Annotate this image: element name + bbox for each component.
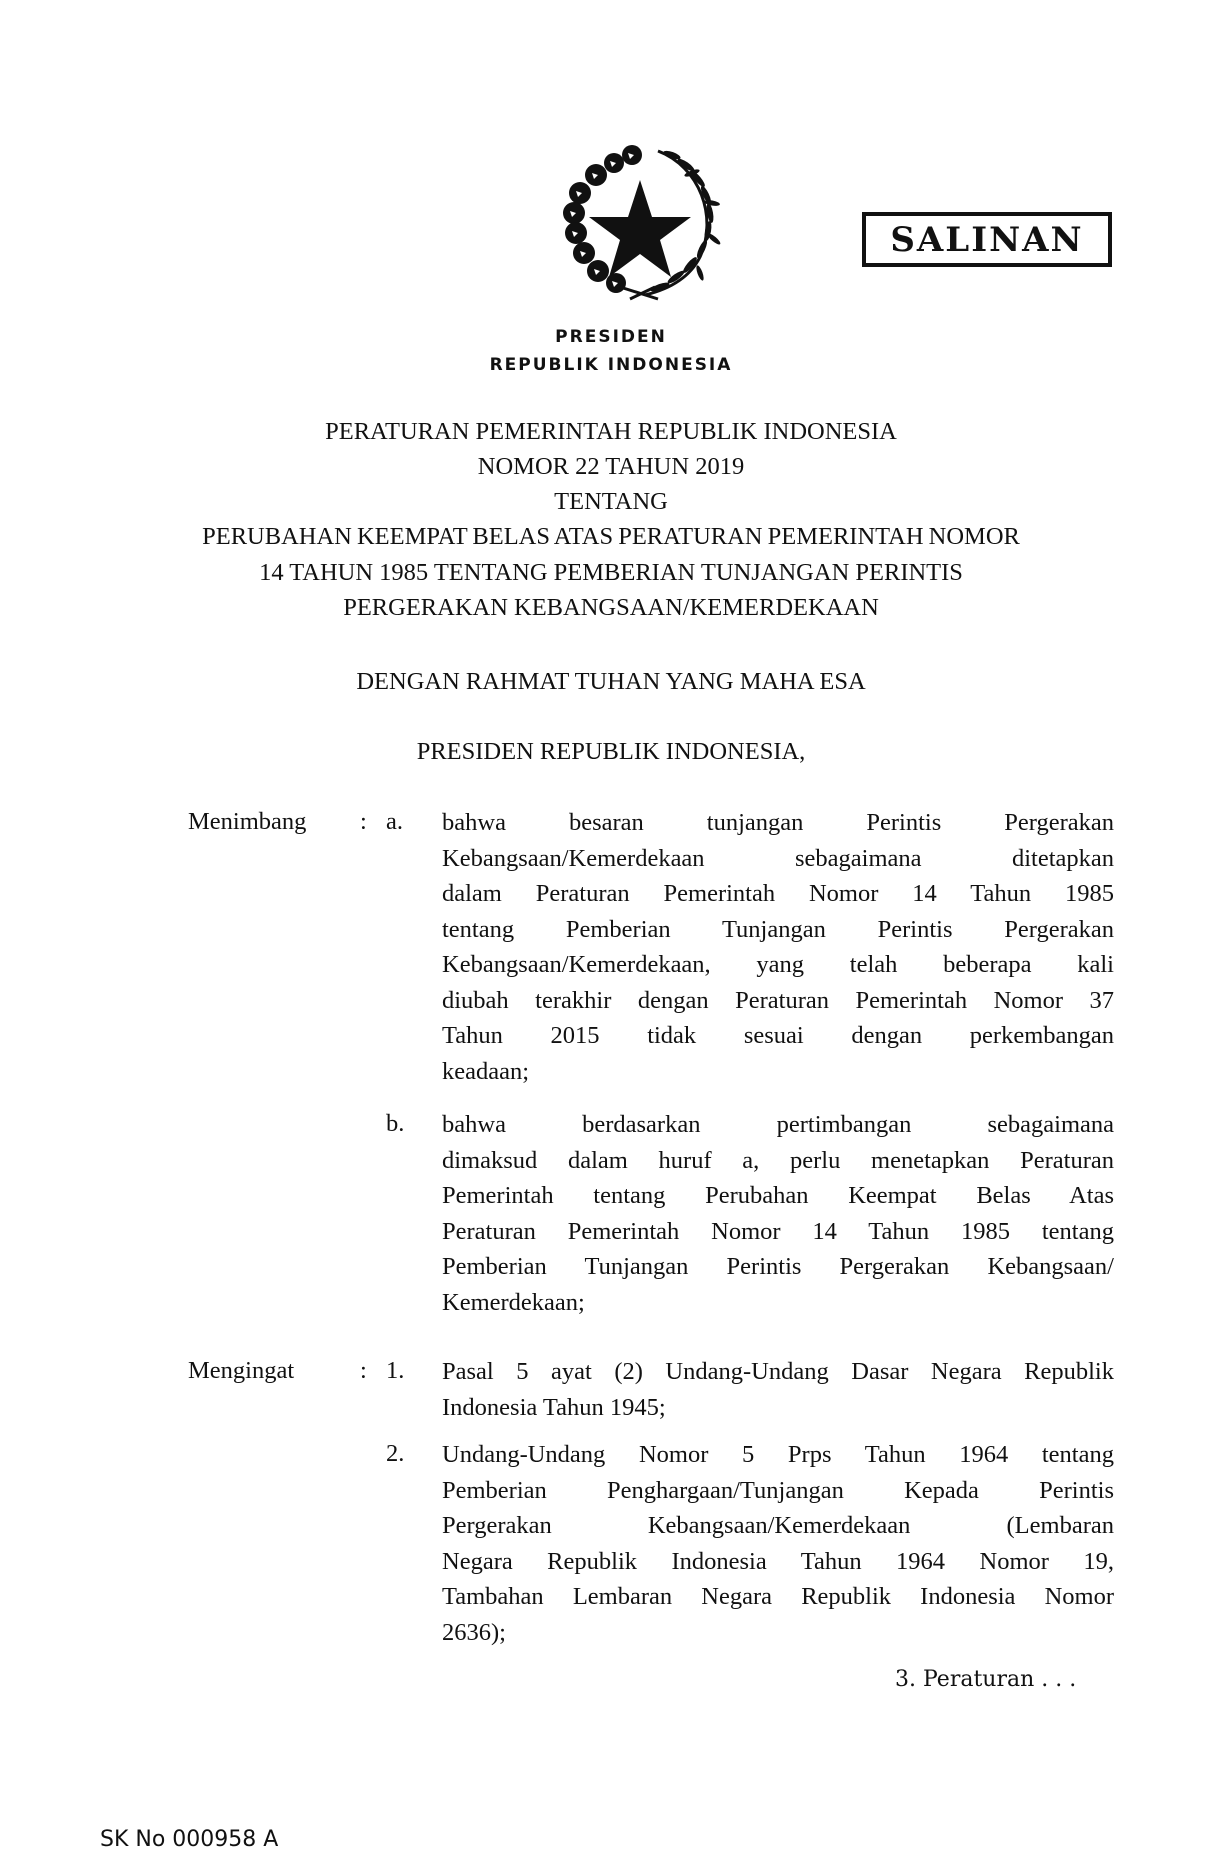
text-line: Pemberian Penghargaan/Tunjangan Kepada Perintis bbox=[442, 1476, 1114, 1504]
text-line: Peraturan Pemerintah Nomor 14 Tahun 1985 tentang bbox=[442, 1217, 1114, 1245]
title-line-3: TENTANG bbox=[554, 488, 668, 515]
text-line: dimaksud dalam huruf a, perlu menetapkan Peraturan bbox=[442, 1146, 1114, 1174]
mengingat-colon: : bbox=[360, 1357, 367, 1384]
text-line: 2636); bbox=[442, 1618, 506, 1646]
text-line: Tahun 2015 tidak sesuai dengan perkembangan bbox=[442, 1022, 1114, 1049]
menimbang-colon: : bbox=[360, 808, 367, 835]
text-line: keadaan; bbox=[442, 1057, 530, 1085]
salinan-stamp bbox=[862, 212, 1112, 267]
menimbang-b-text bbox=[442, 1107, 1114, 1320]
menimbang-label: Menimbang bbox=[188, 808, 307, 835]
text-line: dalam Peraturan Pemerintah Nomor 14 Tahun 1985 bbox=[442, 880, 1114, 907]
text-line: diubah terakhir dengan Peraturan Pemerintah Nomor 37 bbox=[442, 986, 1114, 1014]
text-line: bahwa besaran tunjangan Perintis Pergerakan bbox=[442, 809, 1114, 836]
menimbang-a-marker: a. bbox=[386, 808, 403, 835]
text-line: tentang Pemberian Tunjangan Perintis Pergerakan bbox=[442, 915, 1114, 943]
text-line: Pemerintah tentang Perubahan Keempat Belas Atas bbox=[442, 1182, 1114, 1209]
title-line-6: PERGERAKAN KEBANGSAAN/KEMERDEKAAN bbox=[343, 594, 879, 621]
letterhead-presiden: PRESIDEN bbox=[555, 327, 667, 347]
text-line: Pergerakan Kebangsaan/Kemerdekaan (Lembaran bbox=[442, 1512, 1114, 1539]
text-line: bahwa berdasarkan pertimbangan sebagaimana bbox=[442, 1111, 1114, 1138]
footer-serial-number: SK No 000958 A bbox=[100, 1827, 279, 1852]
mengingat-2-marker: 2. bbox=[386, 1440, 405, 1467]
continuation-marker: 3. Peraturan . . . bbox=[895, 1667, 1077, 1692]
invocation: DENGAN RAHMAT TUHAN YANG MAHA ESA bbox=[356, 668, 866, 695]
presidential-seal-icon bbox=[540, 137, 740, 302]
text-line: Indonesia Tahun 1945; bbox=[442, 1393, 666, 1421]
title-line-2: NOMOR 22 TAHUN 2019 bbox=[477, 453, 745, 480]
salinan-label: SALINAN bbox=[890, 219, 1084, 260]
menimbang-a-text bbox=[442, 805, 1114, 1089]
menimbang-b-marker: b. bbox=[386, 1110, 405, 1137]
issuer: PRESIDEN REPUBLIK INDONESIA, bbox=[416, 738, 806, 765]
mengingat-1-text bbox=[442, 1354, 1114, 1425]
mengingat-2-text bbox=[442, 1437, 1114, 1650]
title-line-4: PERUBAHAN KEEMPAT BELAS ATAS PERATURAN PEMERINTAH NOMOR bbox=[202, 523, 1020, 550]
text-line: Pasal 5 ayat (2) Undang-Undang Dasar Negara Republik bbox=[442, 1358, 1114, 1385]
mengingat-1-marker: 1. bbox=[386, 1357, 405, 1384]
mengingat-label: Mengingat bbox=[188, 1357, 295, 1384]
text-line: Pemberian Tunjangan Perintis Pergerakan Kebangsaan/ bbox=[442, 1253, 1114, 1280]
text-line: Kebangsaan/Kemerdekaan sebagaimana ditetapkan bbox=[442, 844, 1114, 872]
text-line: Kebangsaan/Kemerdekaan, yang telah beberapa kali bbox=[442, 951, 1114, 978]
title-line-1: PERATURAN PEMERINTAH REPUBLIK INDONESIA bbox=[325, 418, 897, 445]
letterhead-republik: REPUBLIK INDONESIA bbox=[489, 355, 733, 375]
text-line: Undang-Undang Nomor 5 Prps Tahun 1964 tentang bbox=[442, 1441, 1114, 1468]
title-line-5: 14 TAHUN 1985 TENTANG PEMBERIAN TUNJANGAN PERINTIS bbox=[259, 559, 963, 586]
text-line: Tambahan Lembaran Negara Republik Indonesia Nomor bbox=[442, 1583, 1114, 1610]
text-line: Negara Republik Indonesia Tahun 1964 Nomor 19, bbox=[442, 1547, 1114, 1575]
text-line: Kemerdekaan; bbox=[442, 1288, 585, 1316]
